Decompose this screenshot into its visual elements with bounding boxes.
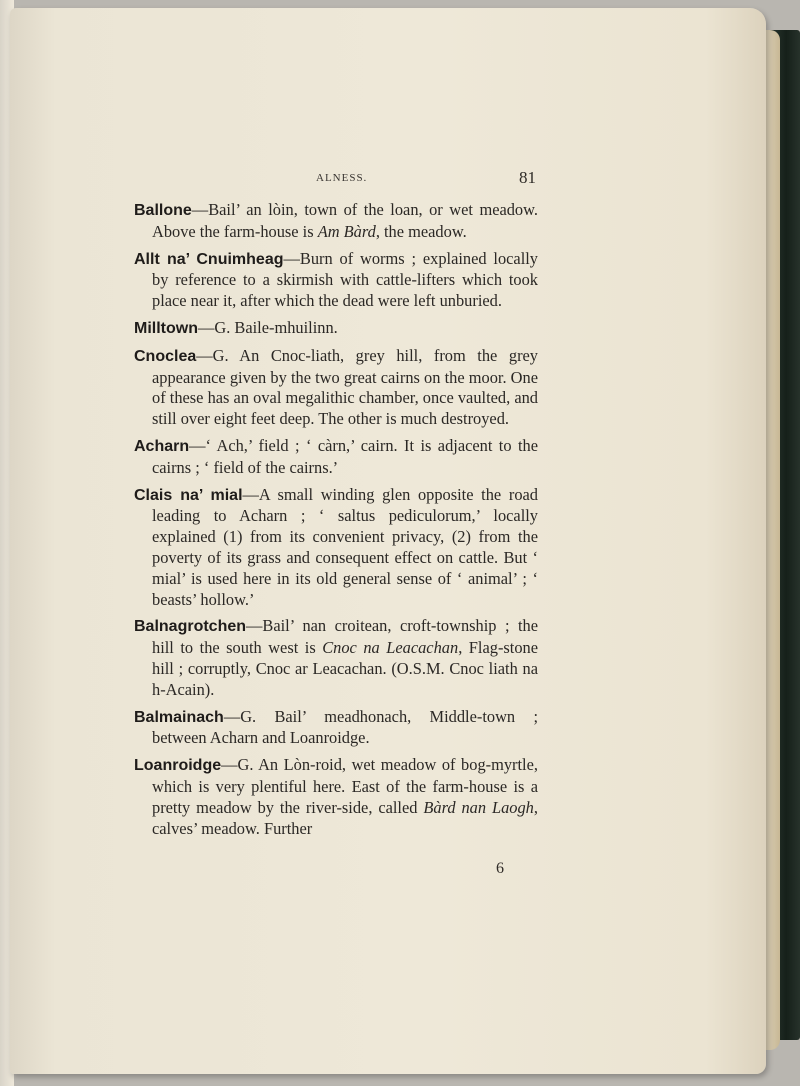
entry-text: —‘ Ach,’ field ; ‘ càrn,’ cairn. It is adjacent to the cairns ; ‘ field of the cairns.’: [152, 435, 538, 477]
entry-text: —G. An Cnoc-liath, grey hill, from the grey appearance given by the two great cairns on the moor. One of these has an oval megalithic chamber, once vaulted, and still over eight feet deep. The other is much destroyed.: [152, 345, 538, 429]
headword: Ballone: [134, 202, 192, 219]
headword: Loanroidge: [134, 757, 222, 775]
entry-ballone: [134, 200, 538, 243]
entry-clais-na-mial: [134, 485, 538, 611]
headword: Acharn: [134, 437, 190, 455]
entry-italic-text: Bàrd nan Laogh: [423, 797, 534, 817]
entry-text: —G. Baile-mhuilinn.: [197, 317, 338, 337]
headword: Cnoclea: [134, 347, 197, 365]
page-number: 81: [519, 168, 536, 187]
entry-balmainach: [134, 707, 538, 750]
entry-allt-na-cnuimheag: [134, 249, 538, 312]
entry-text: , calves’ meadow. Further: [152, 797, 538, 838]
headword: Clais na’ mial: [134, 486, 243, 504]
entry-text: , Flag-stone hill ; corruptly, Cnoc ar Leacachan. (O.S.M. Cnoc liath na h-Acain).: [152, 638, 538, 699]
page-edge: [766, 30, 780, 1050]
entry-text: , the meadow.: [375, 221, 467, 241]
entry-text: —Burn of worms ; explained locally by reference to a skirmish with cattle-lifters which took place near it, after which the dead were left unburied.: [152, 248, 538, 311]
headword: Milltown: [134, 319, 198, 337]
entry-text: —G. Bail’ meadhonach, Middle-town ; between Acharn and Loanroidge.: [152, 706, 538, 748]
entry-loanroidge: [134, 755, 538, 839]
entry-milltown: [134, 318, 538, 340]
headword: Balmainach: [134, 708, 224, 726]
entry-italic-text: Cnoc na Leacachan: [322, 638, 459, 658]
text-block: [134, 200, 538, 845]
entry-balnagrotchen: [134, 616, 538, 700]
entry-text: —Bail’ nan croitean, croft-township ; the hill to the south west is: [152, 616, 538, 658]
headword: Balnagrotchen: [134, 618, 247, 636]
entry-text: —G. An Lòn-roid, wet meadow of bog-myrtle, which is very plentiful here. East of the farm-house is a pretty meadow by the river-side, called: [152, 755, 538, 817]
headword: Allt na’ Cnuimheag: [134, 250, 284, 268]
entry-italic-text: Am Bàrd: [317, 221, 376, 241]
entry-cnoclea: [134, 346, 538, 430]
signature-mark: 6: [496, 860, 504, 877]
entry-text: —Bail’ an lòin, town of the loan, or wet meadow. Above the farm-house is: [152, 200, 538, 241]
entry-acharn: [134, 436, 538, 479]
entry-text: —A small winding glen opposite the road leading to Acharn ; ‘ saltus pediculorum,’ locally explained (1) from its convenient privacy, (2) from the poverty of its grass and consequent effect on cattle. But ‘ mial’ is used here in its old general sense of ‘ animal’ ; ‘ beasts’ hollow.’: [152, 484, 538, 609]
running-head: ALNESS.: [316, 172, 368, 184]
